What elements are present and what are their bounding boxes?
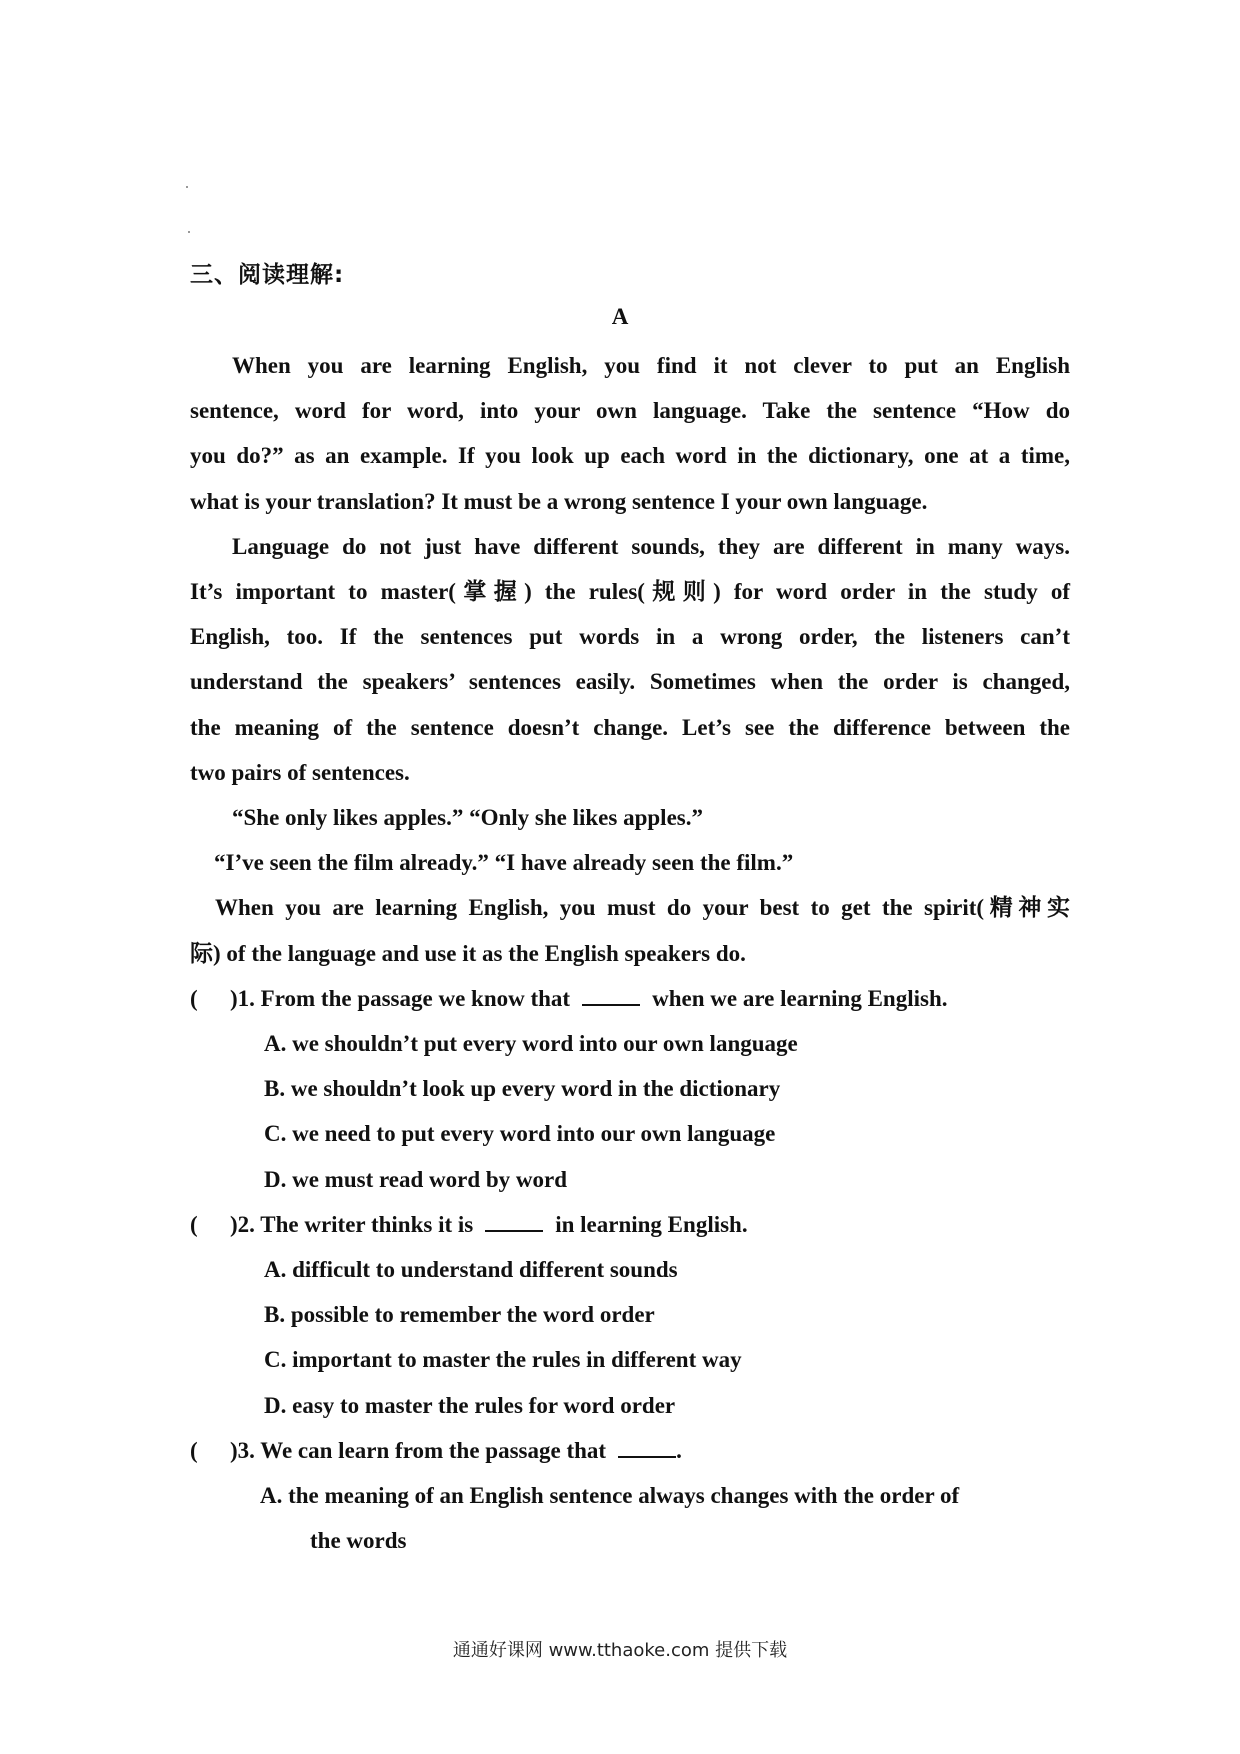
option-a[interactable]: A. the meaning of an English sentence always changes with the order of (260, 1483, 960, 1509)
answer-paren[interactable]: ( (190, 985, 198, 1011)
option-d[interactable]: D. we must read word by word (264, 1166, 568, 1192)
paragraph-1 (190, 343, 1070, 524)
question-3 (190, 1428, 1070, 1564)
paragraph-line: understand the speakers’ sentences easily. Sometimes when the order is changed, (190, 669, 1070, 695)
option-a[interactable]: A. we shouldn’t put every word into our own language (264, 1031, 798, 1057)
paragraph-line: When you are learning English, you find it not clever to put an English (232, 353, 1070, 378)
paragraph-line: what is your translation? It must be a wrong sentence I your own language. (190, 488, 928, 514)
paragraph-line: When you are learning English, you must do your best to get the spirit(精神实 (215, 895, 1070, 921)
example-line: “I’ve seen the film already.” “I have already seen the film.” (214, 850, 794, 876)
option-b[interactable]: B. we shouldn’t look up every word in the dictionary (264, 1076, 781, 1102)
question-text-after: . (676, 1437, 682, 1463)
question-text: )2. The writer thinks it is (230, 1211, 474, 1237)
question-1 (190, 976, 1070, 1202)
option-a-continuation: the words (310, 1528, 407, 1554)
option-d[interactable]: D. easy to master the rules for word order (264, 1392, 676, 1418)
question-2 (190, 1202, 1070, 1428)
footer-watermark: 通通好课网 www.tthaoke.com 提供下载 (452, 1640, 788, 1661)
option-b[interactable]: B. possible to remember the word order (264, 1302, 655, 1328)
question-stem (190, 1428, 1070, 1473)
scan-speck (186, 186, 188, 188)
paragraph-line: English, too. If the sentences put words in a wrong order, the listeners can’t (190, 624, 1070, 650)
question-stem (190, 976, 1070, 1021)
answer-blank[interactable] (485, 1212, 543, 1232)
section-title: 三、阅读理解: (190, 262, 345, 288)
option-c[interactable]: C. we need to put every word into our own language (264, 1121, 776, 1147)
example-sentences (190, 795, 1070, 885)
paragraph-line: two pairs of sentences. (190, 759, 410, 785)
passage-label: A (611, 304, 629, 329)
scan-speck (188, 231, 190, 233)
paragraph-line: It’s important to master(掌握) the rules(规则) for word order in the study of (190, 579, 1070, 605)
question-text-after: when we are learning English. (652, 985, 948, 1011)
paragraph-3 (190, 885, 1070, 975)
option-c[interactable]: C. important to master the rules in different way (264, 1347, 742, 1373)
paragraph-line: Language do not just have different sounds, they are different in many ways. (232, 533, 1070, 559)
question-text: )3. We can learn from the passage that (230, 1437, 607, 1463)
question-text: )1. From the passage we know that (230, 985, 571, 1011)
paragraph-line: 际) of the language and use it as the English speakers do. (190, 940, 746, 966)
paragraph-2 (190, 524, 1070, 795)
option-a[interactable]: A. difficult to understand different sounds (264, 1257, 678, 1283)
answer-blank[interactable] (618, 1438, 676, 1458)
answer-paren[interactable]: ( (190, 1437, 198, 1463)
paragraph-line: you do?” as an example. If you look up each word in the dictionary, one at a time, (190, 443, 1070, 469)
answer-blank[interactable] (582, 986, 640, 1006)
example-line: “She only likes apples.” “Only she likes apples.” (232, 805, 703, 831)
question-stem (190, 1202, 1070, 1247)
reading-body (190, 343, 1070, 1563)
paragraph-line: sentence, word for word, into your own language. Take the sentence “How do (190, 398, 1070, 424)
paragraph-line: the meaning of the sentence doesn’t change. Let’s see the difference between the (190, 714, 1070, 740)
answer-paren[interactable]: ( (190, 1211, 198, 1237)
question-text-after: in learning English. (555, 1211, 748, 1237)
